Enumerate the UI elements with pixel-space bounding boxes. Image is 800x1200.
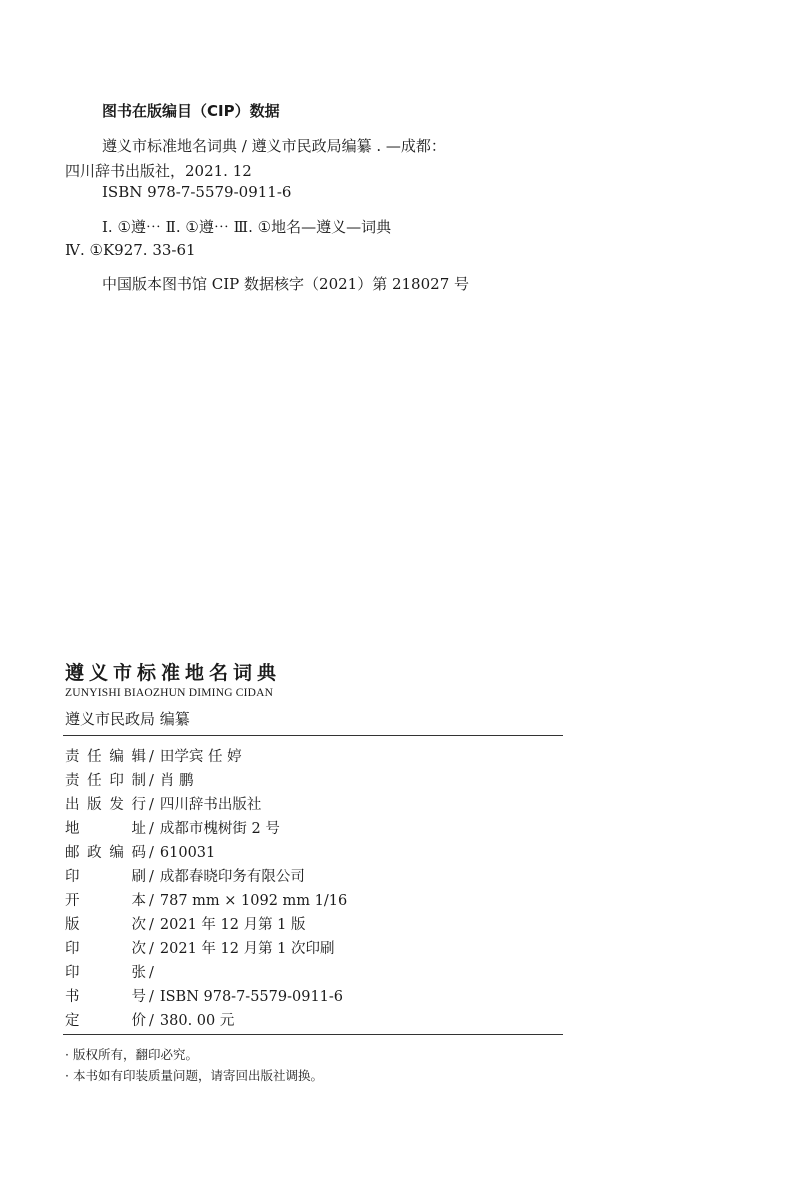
separator: / — [149, 797, 154, 813]
info-row-price — [65, 1009, 234, 1030]
info-row-format — [65, 889, 347, 910]
separator: / — [149, 917, 154, 933]
cip-line-title-editor: 遵义市标准地名词典 / 遵义市民政局编纂 . —成都： — [102, 137, 446, 155]
separator: / — [149, 893, 154, 909]
copyright-note: · 版权所有，翻印必究。 — [65, 1047, 198, 1062]
info-label: 邮政编码 — [65, 845, 146, 861]
info-row-postcode — [65, 841, 215, 862]
info-row-edition — [65, 913, 306, 934]
book-title: 遵义市标准地名词典 — [65, 662, 282, 684]
info-label: 印张 — [65, 965, 146, 981]
info-value: 2021 年 12 月第 1 次印刷 — [159, 941, 335, 957]
cip-line-classification: Ⅰ. ①遵⋯ Ⅱ. ①遵⋯ Ⅲ. ①地名—遵义—词典 — [102, 218, 392, 236]
info-value: 610031 — [159, 845, 216, 861]
separator: / — [149, 1013, 154, 1029]
separator: / — [149, 773, 154, 789]
info-value: 成都春晓印务有限公司 — [159, 869, 305, 885]
cip-line-isbn: ISBN 978-7-5579-0911-6 — [102, 183, 292, 201]
quality-note: · 本书如有印装质量问题，请寄回出版社调换。 — [65, 1068, 323, 1083]
info-label: 书号 — [65, 989, 146, 1005]
info-value: 787 mm × 1092 mm 1/16 — [159, 893, 348, 909]
info-row-print-supervisor — [65, 769, 194, 790]
info-label: 开本 — [65, 893, 146, 909]
info-value: 380. 00 元 — [159, 1013, 235, 1029]
info-label: 印次 — [65, 941, 146, 957]
separator: / — [149, 965, 154, 981]
info-row-print-sheets — [65, 961, 160, 982]
info-value: 肖 鹏 — [159, 773, 194, 789]
info-label: 定价 — [65, 1013, 146, 1029]
info-row-responsible-editor — [65, 745, 242, 766]
info-value: 成都市槐树街 2 号 — [159, 821, 280, 837]
info-value: 田学宾 任 婷 — [159, 749, 242, 765]
separator: / — [149, 845, 154, 861]
cip-line-call-number: Ⅳ. ①K927. 33-61 — [65, 241, 196, 259]
info-row-address — [65, 817, 280, 838]
separator: / — [149, 869, 154, 885]
separator: / — [149, 821, 154, 837]
info-label: 责任印制 — [65, 773, 146, 789]
info-value: 四川辞书出版社 — [159, 797, 262, 813]
cip-line-record-number: 中国版本图书馆 CIP 数据核字（2021）第 218027 号 — [102, 275, 470, 293]
info-row-publisher — [65, 793, 261, 814]
separator: / — [149, 749, 154, 765]
info-value: ISBN 978-7-5579-0911-6 — [159, 989, 344, 1005]
book-editor: 遵义市民政局 编纂 — [65, 710, 190, 728]
info-label: 印刷 — [65, 869, 146, 885]
book-pinyin-title: ZUNYISHI BIAOZHUN DIMING CIDAN — [65, 687, 274, 699]
separator: / — [149, 989, 154, 1005]
info-label: 出版发行 — [65, 797, 146, 813]
info-row-printing — [65, 937, 335, 958]
info-row-isbn — [65, 985, 343, 1006]
separator: / — [149, 941, 154, 957]
info-row-printer — [65, 865, 305, 886]
info-value: 2021 年 12 月第 1 版 — [159, 917, 306, 933]
info-label: 责任编辑 — [65, 749, 146, 765]
cip-line-publisher: 四川辞书出版社，2021. 12 — [65, 162, 252, 180]
divider-bottom — [63, 1034, 563, 1035]
divider-top — [63, 735, 563, 736]
cip-heading: 图书在版编目（CIP）数据 — [102, 102, 280, 120]
info-label: 版次 — [65, 917, 146, 933]
info-label: 地址 — [65, 821, 146, 837]
